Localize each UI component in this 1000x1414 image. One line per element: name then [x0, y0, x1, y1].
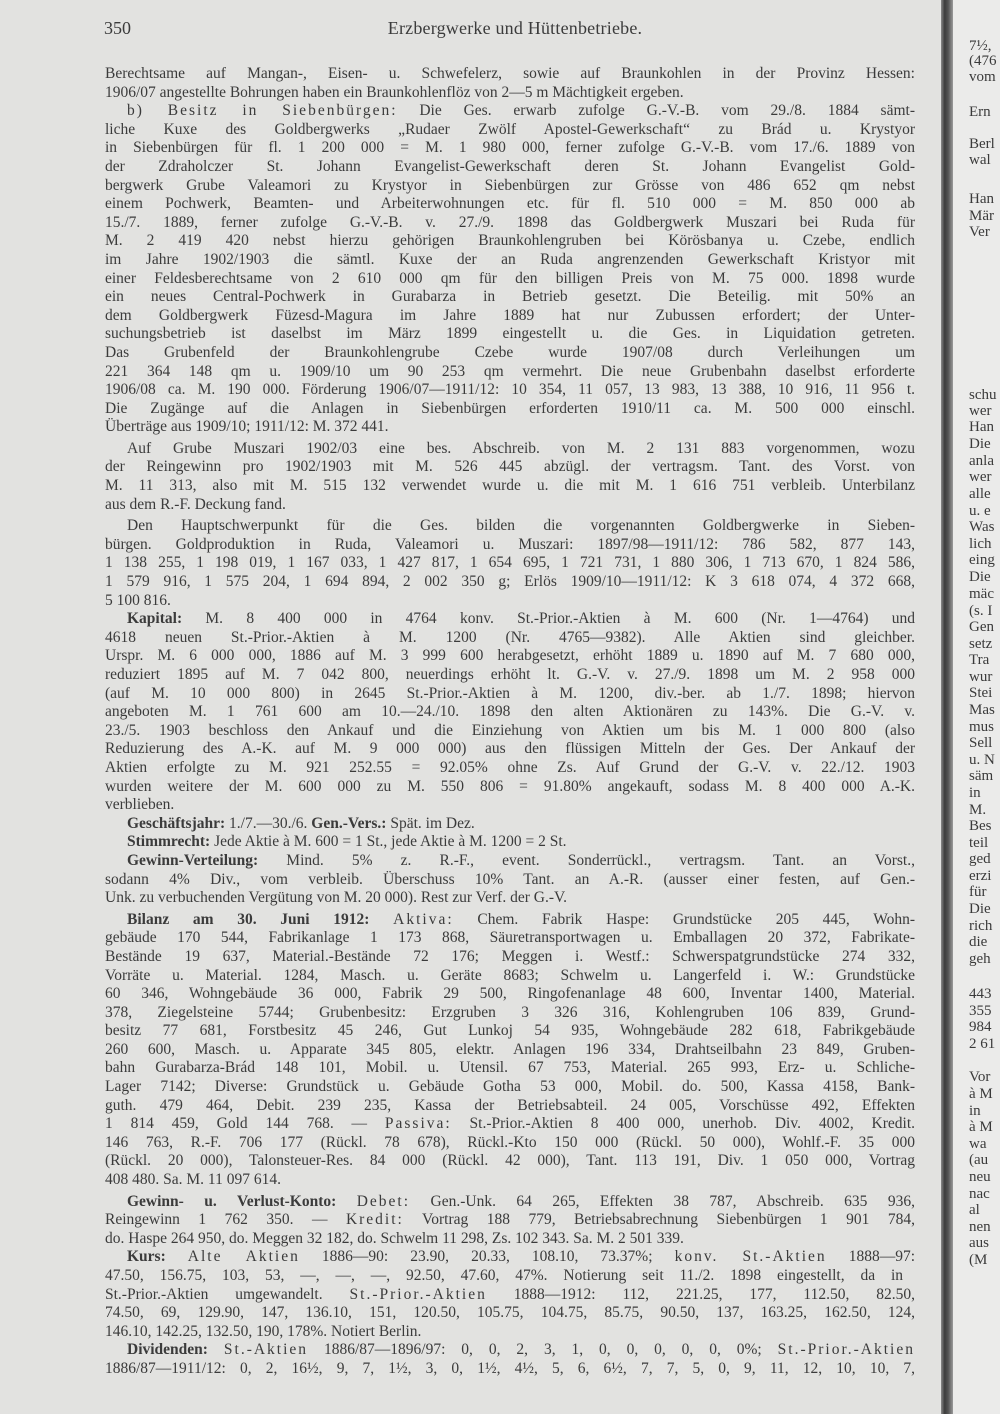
text-line [105, 554, 915, 573]
text-line [105, 1152, 915, 1171]
text-line [105, 1304, 915, 1323]
adjacent-page-text-fragment: Ver [969, 224, 990, 240]
text-run: 1 138 255, 1 198 019, 1 167 033, 1 427 817, 1 654 695, 1 721 731, 1 880 306, 1 713 670, 1 824 586, [105, 554, 915, 572]
text-run [166, 1248, 188, 1265]
section-heading: Kapital: [127, 610, 183, 628]
text-line [105, 610, 915, 629]
text-run: sodann 4% Div., vom verbleib. Überschuss 10% Tant. an A.-R. (ausser einer festen, auf Gen.- [105, 870, 915, 888]
adjacent-page-text-fragment: wal [969, 152, 991, 168]
text-line [105, 477, 915, 496]
text-run: der Reingewinn pro 1902/1903 mit M. 526 445 abzügl. der vertragsm. Tant. des Vorst. von [105, 458, 915, 476]
text-line [105, 195, 915, 214]
adjacent-page-text-fragment: (s. I [969, 603, 993, 619]
adjacent-page-text-fragment: lich [969, 536, 992, 552]
text-line [105, 363, 915, 382]
spaced-label: Kredit: [345, 1211, 404, 1229]
text-line [105, 400, 915, 419]
section-heading: Gewinn-Verteilung: [127, 851, 259, 869]
text-line [105, 967, 915, 986]
adjacent-page-text-fragment: wer [969, 469, 992, 485]
text-run: der Zdraholczer St. Johann Evangelist-Gewerkschaft deren St. Johann Evangelist Gold- [105, 157, 915, 175]
text-line [105, 911, 915, 930]
paragraph [105, 852, 915, 908]
text-line [105, 948, 915, 967]
adjacent-page-text-fragment: eing [969, 552, 995, 568]
text-run: Reingewinn 1 762 350. — [105, 1211, 346, 1229]
adjacent-page-text-fragment: setz [969, 636, 993, 652]
adjacent-page-text-fragment: alle [969, 486, 991, 502]
text-run: Lager 7142; Diverse: Grundstück u. Gebäude Gotha 53 000, Mobil. do. 500, Kassa 4158, Bank- [105, 1078, 915, 1096]
text-line [105, 1115, 915, 1134]
adjacent-page-text-fragment: ged [969, 851, 991, 867]
paragraph [105, 65, 915, 102]
paragraph [105, 833, 915, 852]
text-run: 146.10, 142.25, 132.50, 190, 178%. Notiert Berlin. [105, 1322, 422, 1340]
text-line [105, 1360, 915, 1379]
text-line [105, 833, 915, 852]
text-run [208, 1341, 224, 1358]
text-line [105, 778, 915, 797]
text-run: Vorräte u. Material. 1284, Masch. u. Geräte 8683; Schwelm u. Langerfeld i. W.: Grundstücke [105, 966, 915, 984]
text-run: Den Hauptschwerpunkt für die Ges. bilden die vorgenannten Goldbergwerke in Sieben- [127, 517, 915, 535]
adjacent-page-text-fragment: Berl [969, 136, 995, 152]
text-line [105, 496, 915, 515]
text-line [105, 102, 915, 121]
adjacent-page-text-fragment: vom [969, 69, 996, 85]
text-run: Auf Grube Muszari 1902/03 eine bes. Abschreib. von M. 2 131 883 vorgenommen, wozu [127, 439, 915, 457]
paragraph [105, 440, 915, 514]
text-line [105, 84, 915, 103]
text-line [105, 796, 915, 815]
text-run: Bestände 19 637, Material.-Bestände 72 176; Meggen i. Westf.: Schwerspatgrundstücke 274 332, [105, 947, 915, 965]
text-line [105, 871, 915, 890]
text-line [105, 1230, 915, 1249]
adjacent-page-text-fragment: à M [969, 1086, 993, 1102]
adjacent-page-text-fragment: M. [969, 802, 987, 818]
text-run: guth. 479 464, Debit. 239 235, Kassa der Betriebsabteil. 24 005, Vorschüsse 492, Effekten [105, 1096, 915, 1114]
adjacent-page-text-fragment: Die [969, 436, 991, 452]
text-line [105, 1134, 915, 1153]
text-line [105, 517, 915, 536]
text-run: do. Haspe 264 950, do. Meggen 32 182, do. Schwelm 11 298, Zs. 102 343. Sa. M. 2 501 339. [105, 1229, 684, 1247]
text-line [105, 1097, 915, 1116]
page-number: 350 [104, 18, 131, 38]
adjacent-page-text-fragment: Han [969, 419, 994, 435]
text-line [105, 1267, 915, 1286]
adjacent-page-text-fragment: 984 [969, 1019, 992, 1035]
paragraph [105, 1248, 915, 1341]
adjacent-page-text-fragment: 7½, [969, 38, 992, 54]
text-line [105, 121, 915, 140]
adjacent-page-text-fragment: geh [969, 951, 991, 967]
running-title: Erzbergwerke und Hüttenbetriebe. [387, 18, 643, 38]
text-run: in Siebenbürgen für fl. 1 200 000 = M. 1 980 000, ferner zufolge G.-V.-B. vom 17./6. 1889 von [105, 139, 915, 157]
adjacent-page-text-fragment: (M [969, 1252, 988, 1268]
text-run: einer Feldesberechtsame von 2 610 000 qm für den billigen Preis von M. 75 000. 1898 wurde [105, 269, 915, 287]
text-line [105, 440, 915, 459]
text-run: Überträge aus 1909/10; 1911/12: M. 372 441. [105, 418, 389, 436]
text-line [105, 381, 915, 400]
text-line [105, 1004, 915, 1023]
paragraph [105, 102, 915, 437]
paragraph [105, 1341, 915, 1378]
text-run: Unk. zu verbuchenden Vergütung von M. 20 000). Rest zur Verf. der G.-V. [105, 889, 568, 907]
adjacent-page-text-fragment: u. e [969, 503, 991, 519]
spaced-label: Passiva: [384, 1115, 452, 1133]
text-line [105, 214, 915, 233]
text-run [369, 911, 393, 928]
text-line [105, 270, 915, 289]
text-line [105, 344, 915, 363]
text-run: Aktien erfolgte zu M. 921 252.55 = 92.05% ohne Zs. Auf Grund der G.-V. v. 22./12. 1903 [105, 758, 915, 776]
adjacent-page-text-fragment: 355 [969, 1003, 992, 1019]
text-line [105, 703, 915, 722]
adjacent-page-text-fragment: Was [969, 519, 995, 535]
text-run: Berechtsame auf Mangan-, Eisen- u. Schwefelerz, sowie auf Braunkohlen in der Provinz Hessen: [105, 65, 915, 82]
text-run: 5 100 816. [105, 591, 171, 609]
adjacent-page-text-fragment: al [969, 1202, 980, 1218]
text-run: 23./5. 1903 beschloss den Ankauf und die Einziehung von Aktien um bis M. 1 000 800 (also [105, 721, 915, 739]
text-run: 260 600, Masch. u. Apparate 345 805, elektr. Anlagen 196 334, Drahtseilbahn 23 849, Gruben- [105, 1040, 915, 1058]
text-run: 1 814 459, Gold 144 768. — [105, 1115, 385, 1133]
adjacent-page-edge [953, 0, 1000, 1414]
adjacent-page-text-fragment: mus [969, 719, 995, 735]
text-run: 1886/87—1896/97: 0, 0, 2, 3, 1, 0, 0, 0, 0, 0, 0%; [308, 1341, 778, 1359]
text-run: reduziert 1895 auf M. 7 042 800, neuerdings erhöht lt. G.-V. v. 27./9. 1898 um M. 2 958 000 [105, 666, 915, 683]
text-run: 60 346, Wohngebäude 36 000, Fabrik 29 500, Ringofenanlage 48 600, Inventar 1400, Material. [105, 985, 915, 1003]
text-run: 4618 neuen St.-Prior.-Aktien à M. 1200 (Nr. 4765—9382). Alle Aktien sind gleichber. [105, 628, 915, 646]
text-line [105, 458, 915, 477]
section-heading: Gewinn- u. Verlust-Konto: [127, 1192, 337, 1210]
adjacent-page-text-fragment: säm [969, 768, 994, 784]
text-run: bergwerk Grube Valeamori zu Krystyor in Siebenbürgen zur Grösse von 486 652 qm nebst [105, 176, 915, 194]
text-run: 1906/07 angestellte Bohrungen haben ein Braunkohlenflöz von 2—5 m Mächtigkeit ergeben. [105, 83, 684, 101]
text-run: aus dem R.-F. Deckung fand. [105, 495, 286, 513]
text-run: einem Pochwerk, Beamten- und Arbeiterwohnungen etc. für fl. 510 000 = M. 850 000 ab [105, 195, 915, 213]
adjacent-page-text-fragment: nac [969, 1186, 990, 1202]
text-run: Jede Aktie à M. 600 = 1 St., jede Aktie à M. 1200 = 2 St. [210, 833, 567, 851]
text-run: Mind. 5% z. R.-F., event. Sonderrückl., vertragsm. Tant. an Vorst., [258, 851, 915, 869]
adjacent-page-text-fragment: Die [969, 901, 991, 917]
adjacent-page-text-fragment: Bes [969, 818, 992, 834]
section-heading: Dividenden: [127, 1341, 208, 1359]
spaced-label: konv. St.-Aktien [674, 1248, 827, 1266]
text-run: 408 480. Sa. M. 11 097 614. [105, 1171, 281, 1189]
text-line [105, 251, 915, 270]
text-line [105, 740, 915, 759]
text-line [105, 722, 915, 741]
text-run: Reduzierung des A.-K. auf M. 9 000 000) aus den flüssigen Mitteln der Ges. Der Ankauf der [105, 740, 915, 758]
text-run: bürgen. Goldproduktion in Ruda, Valeamori u. Muszari: 1897/98—1911/12: 786 582, 877 143, [105, 535, 915, 553]
text-run: Die Ges. erwarb zufolge G.-V.-B. vom 29./8. 1884 sämt- [397, 102, 915, 120]
adjacent-page-text-fragment: u. N [969, 752, 995, 768]
text-line [105, 1323, 915, 1342]
page-body [105, 65, 915, 1379]
adjacent-page-text-fragment: wur [969, 669, 993, 685]
text-line [105, 573, 915, 592]
adjacent-page-text-fragment: à M [969, 1119, 993, 1135]
text-run: verblieben. [105, 796, 175, 814]
adjacent-page-text-fragment: Die [969, 569, 991, 585]
text-run: im Jahre 1902/1903 die sämtl. Kuxe der an Ruda angrenzenden Gewerkschaft Kristyor mit [105, 250, 915, 268]
adjacent-page-text-fragment: (476 [969, 53, 997, 69]
adjacent-page-text-fragment: die [969, 934, 988, 950]
text-line [105, 592, 915, 611]
text-line [105, 1341, 915, 1360]
text-line [105, 1041, 915, 1060]
adjacent-page-text-fragment: Stei [969, 685, 993, 701]
text-line [105, 65, 915, 84]
adjacent-page-text-fragment: Mas [969, 702, 995, 718]
text-run: 378, Ziegelsteine 5744; Grubenbesitz: Erzgruben 3 326 316, Kohlengruben 106 839, Grund- [105, 1003, 915, 1021]
text-run: 1888—97: [826, 1248, 915, 1266]
text-line [105, 307, 915, 326]
book-gutter [941, 0, 953, 1414]
adjacent-page-text-fragment: Vor [969, 1069, 991, 1085]
text-line [105, 815, 915, 834]
text-run: Urspr. M. 6 000 000, 1886 auf M. 3 999 600 herabgesetzt, erhöht 1889 u. 1890 auf M. 7 680 000, [105, 647, 915, 665]
paragraph [105, 517, 915, 610]
text-run: M. 8 400 000 in 4764 konv. St.-Prior.-Aktien à M. 600 (Nr. 1—4764) und [182, 610, 915, 628]
text-run: ein neues Central-Pochwerk in Gurabarza in Betrieb gesetzt. Die Beteilig. mit 50% an [105, 288, 915, 306]
text-run: St.-Prior.-Aktien 8 400 000, unerhob. Div. 4002, Kredit. [451, 1115, 916, 1133]
text-run: 1906/08 ca. M. 190 000. Förderung 1906/07—1911/12: 10 354, 11 057, 13 983, 13 388, 10 916, 11 956 t. [105, 381, 915, 399]
adjacent-page-text-fragment: rich [969, 918, 993, 934]
adjacent-page-text-fragment: in [969, 785, 981, 801]
text-line [105, 929, 915, 948]
text-line [105, 325, 915, 344]
text-line [105, 418, 915, 437]
text-line [105, 232, 915, 251]
adjacent-page-text-fragment: anla [969, 453, 994, 469]
adjacent-page-text-fragment: (au [969, 1152, 989, 1168]
adjacent-page-text-fragment: in [969, 1103, 981, 1119]
spaced-label: St.-Aktien [223, 1341, 309, 1359]
text-line [105, 1193, 915, 1212]
section-heading: Geschäftsjahr: [127, 814, 226, 832]
text-run: St.-Prior.-Aktien umgewandelt. [105, 1285, 350, 1303]
text-run: Vortrag 188 779, Betriebsabrechnung Siebenbürgen 1 901 784, [403, 1211, 916, 1229]
text-line [105, 666, 915, 685]
section-heading: Kurs: [127, 1248, 166, 1266]
adjacent-page-text-fragment: Tra [969, 652, 990, 668]
text-run: Spät. im Dez. [386, 814, 475, 832]
text-run: Chem. Fabrik Haspe: Grundstücke 205 445, Wohn- [453, 910, 916, 928]
adjacent-page-text-fragment: Gen [969, 619, 994, 635]
spaced-label: Debet: [356, 1192, 411, 1210]
text-run: 1886—90: 23.90, 20.33, 108.10, 73.37%; [299, 1248, 675, 1266]
spaced-label: St.-Prior.-Aktien [777, 1341, 915, 1359]
adjacent-page-text-fragment: wa [969, 1136, 987, 1152]
text-run: M. 11 313, also mit M. 515 132 verwendet wurde u. die mit M. 1 616 751 verbleib. Unterbilanz [105, 477, 915, 495]
spaced-label: Alte Aktien [187, 1248, 300, 1266]
paragraph [105, 1193, 915, 1249]
text-line [105, 889, 915, 908]
text-run: suchungsbetrieb ist daselbst im März 1899 eingestellt u. die Ges. in Liquidation getreten. [105, 325, 915, 343]
adjacent-page-text-fragment: teil [969, 835, 989, 851]
section-heading: Stimmrecht: [127, 833, 211, 851]
text-run: 1./7.—30./6. [225, 814, 312, 832]
adjacent-page-text-fragment: wer [969, 403, 992, 419]
adjacent-page-text-fragment: neu [969, 1169, 991, 1185]
text-run [336, 1193, 356, 1210]
text-line [105, 536, 915, 555]
paragraph [105, 815, 915, 834]
paragraph [105, 610, 915, 815]
text-line [105, 759, 915, 778]
text-run: 1 579 916, 1 575 204, 1 694 894, 2 002 350 g; Erlös 1909/10—1911/12: K 3 618 074, 4 372 668, [105, 573, 915, 591]
text-line [105, 1059, 915, 1078]
text-line [105, 288, 915, 307]
adjacent-page-text-fragment: nen [969, 1219, 991, 1235]
adjacent-page-text-fragment: erzi [969, 868, 992, 884]
text-run: M. 2 419 420 nebst hierzu gehörigen Braunkohlengruben bei Körösbanya u. Czebe, endlich [105, 232, 915, 250]
text-run: wurden weitere der M. 600 000 zu M. 550 806 = 91.80% angekauft, sodass M. 8 400 000 A.-K. [105, 777, 915, 795]
text-line [105, 1022, 915, 1041]
text-line [105, 1211, 915, 1230]
adjacent-page-text-fragment: Han [969, 191, 994, 207]
text-line [105, 158, 915, 177]
text-run: 146 763, R.-F. 706 177 (Rückl. 78 678), Rückl.-Kto 150 000 (Rückl. 50 000), Wohlf.-F. 35 000 [105, 1133, 915, 1151]
text-line [105, 685, 915, 704]
text-run: 47.50, 156.75, 103, 53, —, —, —, 92.50, 47.60, 47%. Notierung seit 11./2. 1898 eingestellt, da in [105, 1267, 903, 1284]
text-run: dem Goldbergwerk Füzesd-Magura im Jahre 1889 hat nur Zubussen erfordert; der Unter- [105, 306, 915, 324]
adjacent-page-text-fragment: aus [969, 1235, 989, 1251]
text-run: 15./7. 1889, ferner zufolge G.-V.-B. v. 27./9. 1898 das Goldbergwerk Muszari bei Ruda für [105, 213, 915, 231]
text-run: Die Zugänge auf die Anlagen in Siebenbürgen erforderten 1910/11 ca. M. 500 000 einschl. [105, 399, 915, 417]
text-run: Das Grubenfeld der Braunkohlengrube Czebe wurde 1907/08 durch Verleihungen um [105, 343, 915, 361]
text-run: 221 364 148 qm u. 1909/10 um 90 253 qm vermehrt. Die neue Grubenbahn daselbst erforderte [105, 362, 915, 380]
text-run: (auf M. 10 000 800) in 2645 St.-Prior.-Aktien à M. 1200, div.-ber. ab 1./7. 1898; hiervon [105, 684, 915, 702]
text-line [105, 852, 915, 871]
adjacent-page-text-fragment: Mär [969, 208, 994, 224]
spaced-label: St.-Prior.-Aktien [349, 1285, 487, 1303]
text-line [105, 1248, 915, 1267]
spaced-label: b) Besitz in Siebenbürgen: [127, 102, 398, 120]
text-line [105, 139, 915, 158]
spaced-label: Aktiva: [393, 910, 454, 928]
text-run: 74.50, 69, 129.90, 147, 136.10, 151, 120.50, 105.75, 104.75, 85.75, 90.50, 137, 163.25, 162.50, 124, [105, 1304, 915, 1322]
text-line [105, 177, 915, 196]
section-heading: Bilanz am 30. Juni 1912: [127, 910, 370, 928]
adjacent-page-text-fragment: schu [969, 387, 997, 403]
text-line [105, 985, 915, 1004]
text-line [105, 1286, 915, 1305]
text-run: (Rückl. 20 000), Talonsteuer-Res. 84 000 (Rückl. 42 000), Tant. 113 191, Div. 1 050 000, Vortrag [105, 1152, 915, 1170]
adjacent-page-text-fragment: Ern [969, 104, 991, 120]
text-line [105, 1078, 915, 1097]
adjacent-page-text-fragment: 443 [969, 986, 992, 1002]
text-run: angeboten M. 1 761 600 am 10.—24./10. 1898 den alten Aktionären zu 143%. Die G.-V. v. [105, 703, 915, 721]
paragraph [105, 911, 915, 1190]
text-run: bahn Gurabarza-Brád 148 101, Mobil. u. Utensil. 67 753, Material. 265 993, Erz- u. Schliche- [105, 1059, 915, 1077]
text-line [105, 1171, 915, 1190]
text-run: 1886/87—1911/12: 0, 2, 16½, 9, 7, 1½, 3, 0, 1½, 4½, 5, 6, 6½, 7, 7, 5, 0, 9, 11, 12, 10, 10, 7, [105, 1359, 915, 1377]
adjacent-page-text-fragment: Sell [969, 735, 993, 751]
text-run: Gen.-Unk. 64 265, Effekten 38 787, Abschreib. 635 936, [410, 1192, 915, 1210]
adjacent-page-text-fragment: 2 61 [969, 1036, 996, 1052]
text-run: besitz 77 681, Forstbesitz 45 246, Gut Lunkoj 54 935, Wohngebäude 282 618, Fabrikgebäude [105, 1022, 915, 1040]
text-run: liche Kuxe des Goldbergwerks „Rudaer Zwölf Apostel-Gewerkschaft“ zu Brád u. Krystyor [105, 120, 915, 138]
text-run: gebäude 170 544, Fabrikanlage 1 173 868, Säuretransportwagen u. Emballagen 20 372, Fabrikate- [105, 929, 915, 947]
text-run: 1888—1912: 112, 221.25, 177, 112.50, 82.50, [486, 1285, 915, 1303]
text-line [105, 629, 915, 648]
adjacent-page-text-fragment: mäc [969, 586, 994, 602]
adjacent-page-text-fragment: für [969, 884, 987, 900]
text-line [105, 647, 915, 666]
section-heading: Gen.-Vers.: [311, 814, 387, 832]
